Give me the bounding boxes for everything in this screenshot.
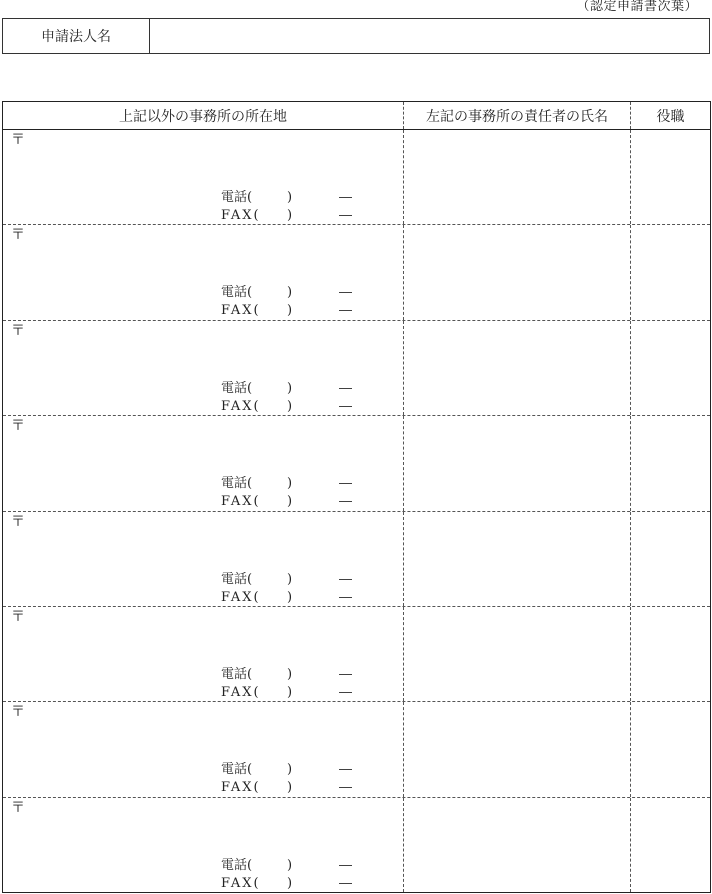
- fax-dash: ―: [339, 589, 352, 605]
- phone-line: [221, 572, 361, 588]
- table-row: [3, 130, 710, 224]
- fax-line: [221, 303, 361, 319]
- phone-dash: ―: [339, 476, 352, 492]
- fax-line: [221, 494, 361, 510]
- form-annex-note: （認定申請書次葉）: [576, 0, 698, 14]
- phone-label: 電話(: [221, 476, 253, 492]
- fax-dash: ―: [339, 398, 352, 414]
- office-table: [2, 101, 711, 893]
- postal-mark: 〒: [11, 322, 25, 339]
- fax-dash: ―: [339, 875, 352, 891]
- phone-line: [221, 762, 361, 778]
- fax-paren-close: ): [287, 303, 293, 319]
- phone-paren-close: ): [287, 476, 293, 492]
- phone-label: 電話(: [221, 285, 253, 301]
- table-row: [3, 320, 710, 415]
- phone-paren-close: ): [287, 857, 293, 873]
- phone-line: [221, 858, 361, 874]
- fax-dash: ―: [339, 780, 352, 796]
- fax-label: FAX(: [221, 875, 261, 891]
- phone-line: [221, 667, 361, 683]
- fax-line: [221, 590, 361, 606]
- fax-dash: ―: [339, 208, 352, 223]
- fax-paren-close: ): [287, 589, 293, 605]
- applicant-table: [2, 18, 710, 54]
- phone-label: 電話(: [221, 380, 253, 396]
- table-row: [3, 797, 710, 892]
- header-manager-name: 左記の事務所の責任者の氏名: [403, 102, 630, 129]
- table-header: [3, 102, 710, 130]
- address-cell[interactable]: [3, 512, 403, 606]
- position-cell[interactable]: [630, 607, 710, 701]
- postal-mark: 〒: [11, 227, 25, 244]
- manager-name-cell[interactable]: [403, 607, 630, 701]
- phone-paren-close: ): [287, 571, 293, 587]
- phone-label: 電話(: [221, 190, 253, 205]
- manager-name-cell[interactable]: [403, 225, 630, 319]
- fax-label: FAX(: [221, 208, 261, 223]
- fax-paren-close: ): [287, 208, 293, 223]
- table-row: [3, 415, 710, 510]
- table-row: [3, 224, 710, 319]
- fax-paren-close: ): [287, 494, 293, 510]
- position-cell[interactable]: [630, 512, 710, 606]
- postal-mark: 〒: [11, 704, 25, 721]
- phone-dash: ―: [339, 190, 352, 205]
- phone-dash: ―: [339, 666, 352, 682]
- address-cell[interactable]: [3, 416, 403, 510]
- table-body: [3, 130, 710, 892]
- address-cell[interactable]: [3, 130, 403, 224]
- fax-label: FAX(: [221, 398, 261, 414]
- fax-line: [221, 685, 361, 701]
- fax-paren-close: ): [287, 684, 293, 700]
- postal-mark: 〒: [11, 608, 25, 625]
- address-cell[interactable]: [3, 321, 403, 415]
- phone-label: 電話(: [221, 857, 253, 873]
- header-address: 上記以外の事務所の所在地: [119, 108, 287, 125]
- manager-name-cell[interactable]: [403, 321, 630, 415]
- phone-dash: ―: [339, 380, 352, 396]
- fax-line: [221, 208, 361, 224]
- phone-label: 電話(: [221, 762, 253, 778]
- fax-label: FAX(: [221, 684, 261, 700]
- table-row: [3, 606, 710, 701]
- phone-line: [221, 190, 361, 206]
- position-cell[interactable]: [630, 321, 710, 415]
- fax-label: FAX(: [221, 303, 261, 319]
- fax-line: [221, 780, 361, 796]
- table-row: [3, 511, 710, 606]
- manager-name-cell[interactable]: [403, 702, 630, 796]
- applicant-name-label: 申請法人名: [3, 19, 150, 53]
- address-cell[interactable]: [3, 798, 403, 892]
- phone-dash: ―: [339, 857, 352, 873]
- fax-dash: ―: [339, 303, 352, 319]
- position-cell[interactable]: [630, 130, 710, 224]
- fax-paren-close: ): [287, 875, 293, 891]
- manager-name-cell[interactable]: [403, 798, 630, 892]
- manager-name-cell[interactable]: [403, 512, 630, 606]
- fax-dash: ―: [339, 684, 352, 700]
- fax-line: [221, 399, 361, 415]
- phone-paren-close: ): [287, 762, 293, 778]
- fax-paren-close: ): [287, 398, 293, 414]
- fax-paren-close: ): [287, 780, 293, 796]
- phone-label: 電話(: [221, 666, 253, 682]
- phone-paren-close: ): [287, 380, 293, 396]
- manager-name-cell[interactable]: [403, 130, 630, 224]
- applicant-name-field[interactable]: [150, 19, 709, 53]
- phone-label: 電話(: [221, 571, 253, 587]
- phone-line: [221, 381, 361, 397]
- position-cell[interactable]: [630, 702, 710, 796]
- postal-mark: 〒: [11, 132, 25, 148]
- postal-mark: 〒: [11, 799, 25, 816]
- phone-dash: ―: [339, 571, 352, 587]
- phone-line: [221, 285, 361, 301]
- fax-label: FAX(: [221, 780, 261, 796]
- phone-paren-close: ): [287, 666, 293, 682]
- manager-name-cell[interactable]: [403, 416, 630, 510]
- phone-paren-close: ): [287, 190, 293, 205]
- fax-label: FAX(: [221, 494, 261, 510]
- header-position: 役職: [630, 102, 710, 129]
- position-cell[interactable]: [630, 225, 710, 319]
- position-cell[interactable]: [630, 416, 710, 510]
- fax-dash: ―: [339, 494, 352, 510]
- postal-mark: 〒: [11, 513, 25, 530]
- address-cell[interactable]: [3, 225, 403, 319]
- phone-dash: ―: [339, 762, 352, 778]
- phone-dash: ―: [339, 285, 352, 301]
- address-cell[interactable]: [3, 702, 403, 796]
- postal-mark: 〒: [11, 418, 25, 435]
- fax-line: [221, 876, 361, 892]
- address-cell[interactable]: [3, 607, 403, 701]
- phone-paren-close: ): [287, 285, 293, 301]
- position-cell[interactable]: [630, 798, 710, 892]
- phone-line: [221, 476, 361, 492]
- table-row: [3, 701, 710, 796]
- fax-label: FAX(: [221, 589, 261, 605]
